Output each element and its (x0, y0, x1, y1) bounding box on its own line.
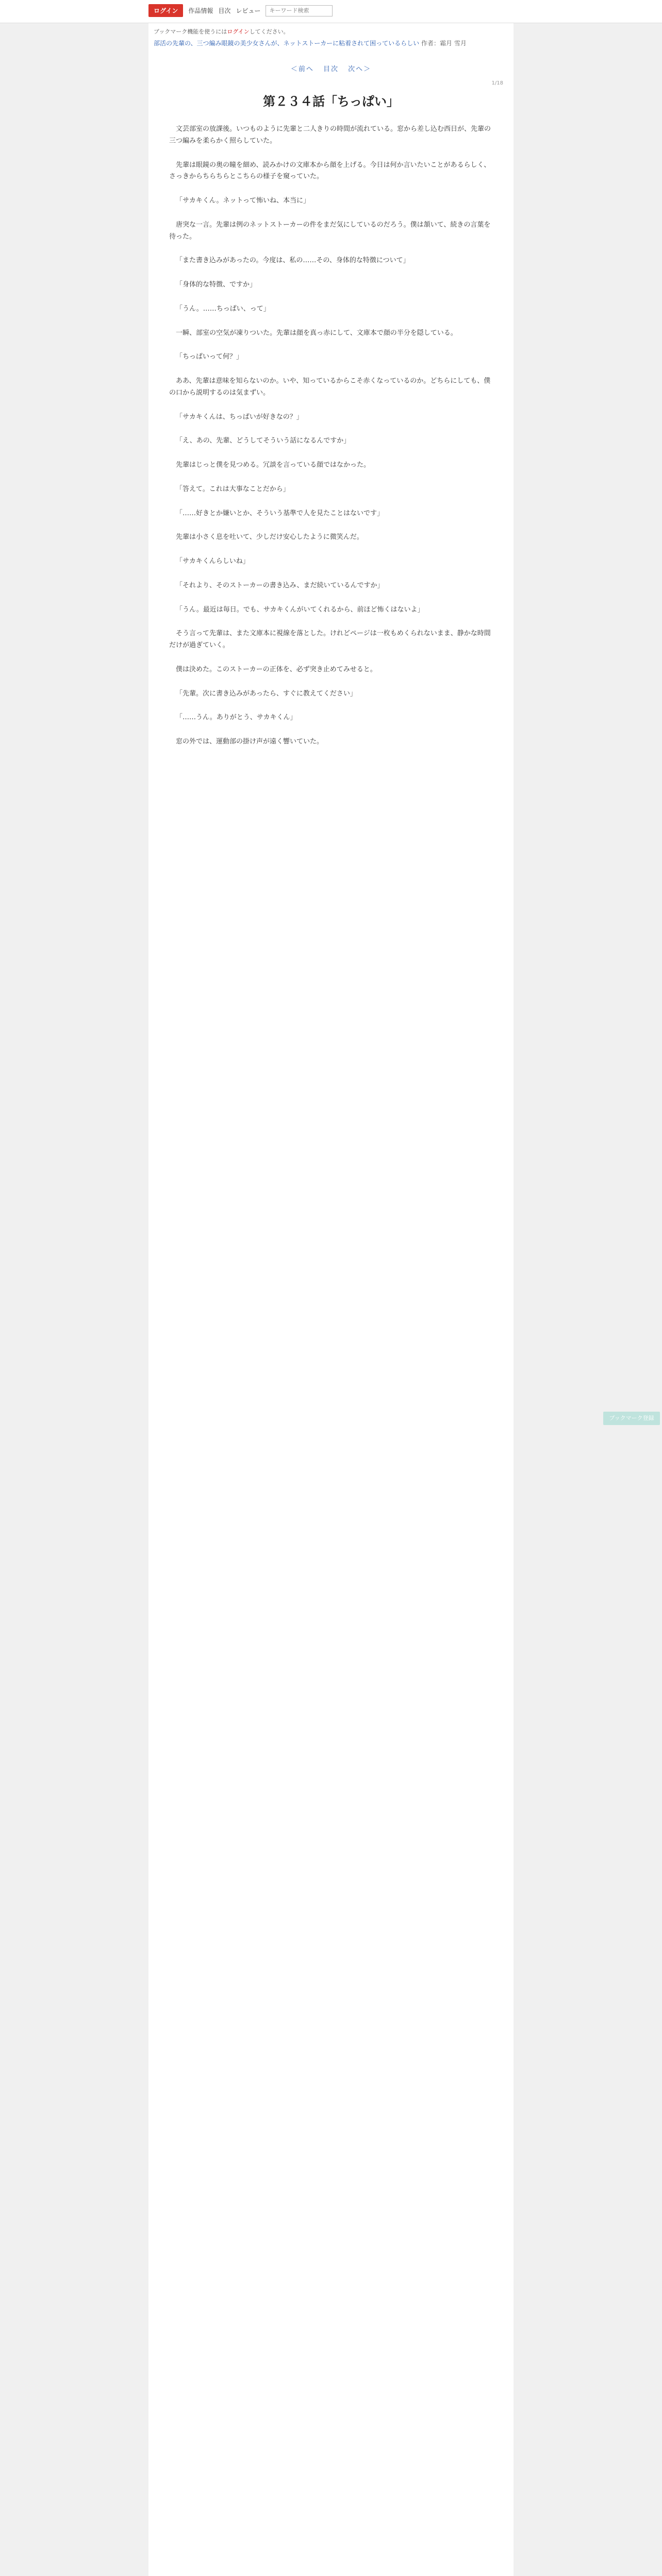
login-button[interactable]: ログイン (148, 4, 183, 17)
top-bar (0, 0, 662, 23)
nav-item-review[interactable]: レビュー (236, 7, 261, 14)
body-paragraph: 唐突な一言。先輩は例のネットストーカーの件をまだ気にしているのだろう。僕は頷いて、続きの言葉を待った。 (169, 221, 491, 241)
body-paragraph: 先輩はじっと僕を見つめる。冗談を言っている顔ではなかった。 (176, 461, 371, 469)
search-input[interactable] (266, 5, 333, 16)
body-paragraph: 僕は決めた。このストーカーの正体を、必ず突き止めてみせると。 (176, 665, 377, 673)
notice-suffix: してください。 (249, 28, 289, 35)
author-name[interactable]: 作者：霜月 雪月 (421, 40, 467, 47)
body-paragraph: 「え、あの、先輩、どうしてそういう話になるんですか」 (176, 437, 351, 445)
body-paragraph: ああ、先輩は意味を知らないのか。いや、知っているからこそ赤くなっているのか。どちらにしても、僕の口から説明するのは気まずい。 (169, 377, 491, 397)
body-paragraph: 「また書き込みがあったの。今度は、私の……その、身体的な特徴について」 (176, 257, 410, 265)
page-counter: 1/18 (491, 80, 503, 86)
body-paragraph: 「それより、そのストーカーの書き込み、まだ続いているんですか」 (176, 581, 384, 589)
chapter-body (148, 124, 514, 748)
body-paragraph: 「……好きとか嫌いとか、そういう基準で人を見たことはないです」 (176, 509, 384, 517)
toc-link[interactable]: 目次 (323, 65, 339, 73)
body-paragraph: そう言って先輩は、また文庫本に視線を落とした。けれどページは一枚もめくられないまま、静かな時間だけが過ぎていく。 (169, 630, 491, 649)
nav-item-toc[interactable]: 目次 (218, 7, 231, 14)
top-bar-inner (148, 4, 333, 17)
body-paragraph: 「ちっぱいって何？」 (176, 353, 243, 361)
body-paragraph: 「うん。……ちっぱい、って」 (176, 304, 270, 313)
body-paragraph: 「サカキくんらしいね」 (176, 557, 250, 565)
series-info (148, 38, 514, 49)
body-paragraph: 「……うん。ありがとう、サカキくん」 (176, 714, 297, 722)
nav-item-info[interactable]: 作品情報 (188, 7, 213, 14)
novel-page (148, 23, 514, 2576)
chapter-title: 第２３４話「ちっぱい」 (263, 94, 399, 109)
notice-prefix: ブックマーク機能を使うには (154, 28, 227, 35)
body-paragraph: 一瞬、部室の空気が凍りついた。先輩は顔を真っ赤にして、文庫本で顔の半分を隠している。 (176, 329, 457, 337)
body-paragraph: 文芸部室の放課後。いつものように先輩と二人きりの時間が流れている。窓から差し込む西日が、先輩の三つ編みを柔らかく照らしていた。 (169, 125, 491, 145)
chapter-pager (148, 63, 514, 73)
body-paragraph: 「答えて。これは大事なことだから」 (176, 485, 290, 493)
body-paragraph: 先輩は眼鏡の奥の瞳を細め、読みかけの文庫本から顔を上げる。今日は何か言いたいことがあるらしく、さっきからちらちらとこちらの様子を窺っていた。 (169, 161, 491, 181)
body-paragraph: 「先輩。次に書き込みがあったら、すぐに教えてください」 (176, 689, 357, 698)
body-paragraph: 先輩は小さく息を吐いて、少しだけ安心したように微笑んだ。 (176, 533, 363, 541)
bookmark-button[interactable]: ブックマーク登録 (603, 1412, 660, 1425)
series-title-link[interactable]: 部活の先輩の、三つ編み眼鏡の美少女さんが、ネットストーカーに粘着されて困っているらしい (154, 40, 420, 47)
login-notice (148, 23, 514, 38)
body-paragraph: 「うん。最近は毎日。でも、サカキくんがいてくれるから、前ほど怖くはないよ」 (176, 605, 424, 614)
notice-login-link[interactable]: ログイン (227, 28, 250, 35)
body-paragraph: 「身体的な特徴、ですか」 (176, 281, 257, 289)
body-paragraph: 窓の外では、運動部の掛け声が遠く響いていた。 (176, 738, 324, 745)
next-chapter-link[interactable]: 次へ＞ (348, 65, 372, 73)
prev-chapter-link[interactable]: ＜前へ (290, 65, 314, 73)
body-paragraph: 「サカキくんは、ちっぱいが好きなの？」 (176, 413, 303, 421)
body-paragraph: 「サカキくん。ネットって怖いね、本当に」 (176, 197, 310, 205)
